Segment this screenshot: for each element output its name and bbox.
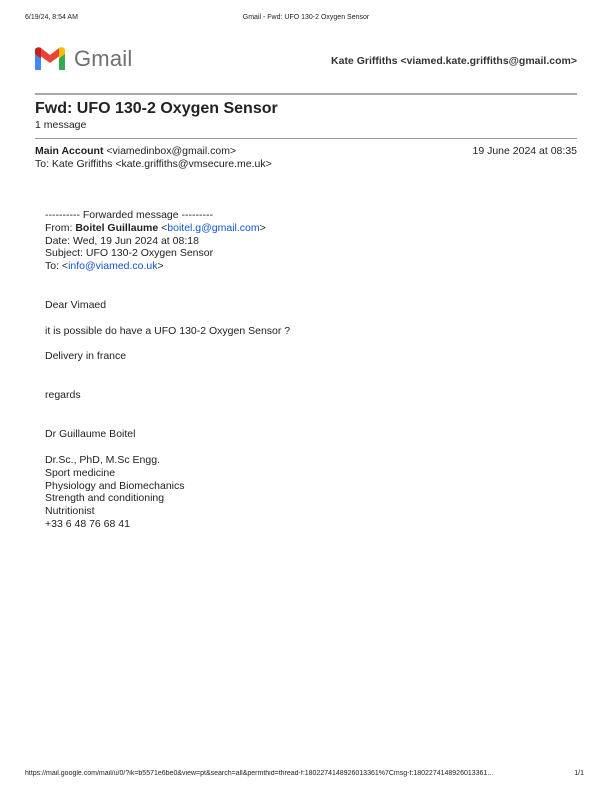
forwarded-to: To: <info@viamed.co.uk> [45,260,164,273]
greeting: Dear Vimaed [45,299,107,311]
header-divider [35,93,577,95]
credential-line: Physiology and Biomechanics [45,479,185,492]
message-date: 19 June 2024 at 08:35 [472,145,577,157]
credential-line: Dr.Sc., PhD, M.Sc Engg. [45,454,160,466]
credential-line: Nutritionist [45,505,95,518]
forwarded-from: From: Boitel Guillaume <boitel.g@gmail.com> [45,221,266,234]
sender-email: <viamedinbox@gmail.com> [103,145,237,157]
phone-number: +33 6 48 76 68 41 [45,517,130,530]
message-to: To: Kate Griffiths <kate.griffiths@vmsecure.me.uk> [35,158,272,170]
forwarded-header [45,209,266,273]
question-paragraph: it is possible do have a UFO 130-2 Oxygen Sensor ? [45,325,291,337]
credential-line: Strength and conditioning [45,492,165,505]
subject-divider [35,138,577,139]
credential-line: Sport medicine [45,466,116,479]
thread-subject: Fwd: UFO 130-2 Oxygen Sensor [35,100,278,117]
message-from [35,145,236,157]
forwarded-subject: Subject: UFO 130-2 Oxygen Sensor [45,247,214,260]
gmail-logo[interactable] [33,45,132,73]
print-page-number: 1/1 [574,770,584,777]
closing-regards: regards [45,389,81,401]
print-datetime: 6/19/24, 8:54 AM [25,14,78,21]
gmail-logo-text: Gmail [74,46,133,71]
forwarded-date: Date: Wed, 19 Jun 2024 at 08:18 [45,234,199,247]
forwarded-marker: ---------- Forwarded message --------- [45,209,213,221]
gmail-m-icon [33,46,67,72]
forwarded-recipient-email-link[interactable]: info@viamed.co.uk [68,260,158,273]
print-footer-url: https://mail.google.com/mail/u/0/?ik=b5571e6be0&view=pt&search=all&permthid=thread-f:1802274148926013361%7Cmsg-f:1802274148926013361... [25,770,494,777]
forwarded-sender-email-link[interactable]: boitel.g@gmail.com [167,221,260,234]
signature-name: Dr Guillaume Boitel [45,428,136,440]
account-identity: Kate Griffiths <viamed.kate.griffiths@gmail.com> [331,55,577,67]
forwarded-sender-name: Boitel Guillaume [75,221,159,234]
signature-credentials [45,454,185,531]
sender-name: Main Account [35,145,104,157]
message-count: 1 message [35,119,87,131]
print-page-title: Gmail - Fwd: UFO 130-2 Oxygen Sensor [242,14,370,21]
delivery-paragraph: Delivery in france [45,350,127,362]
